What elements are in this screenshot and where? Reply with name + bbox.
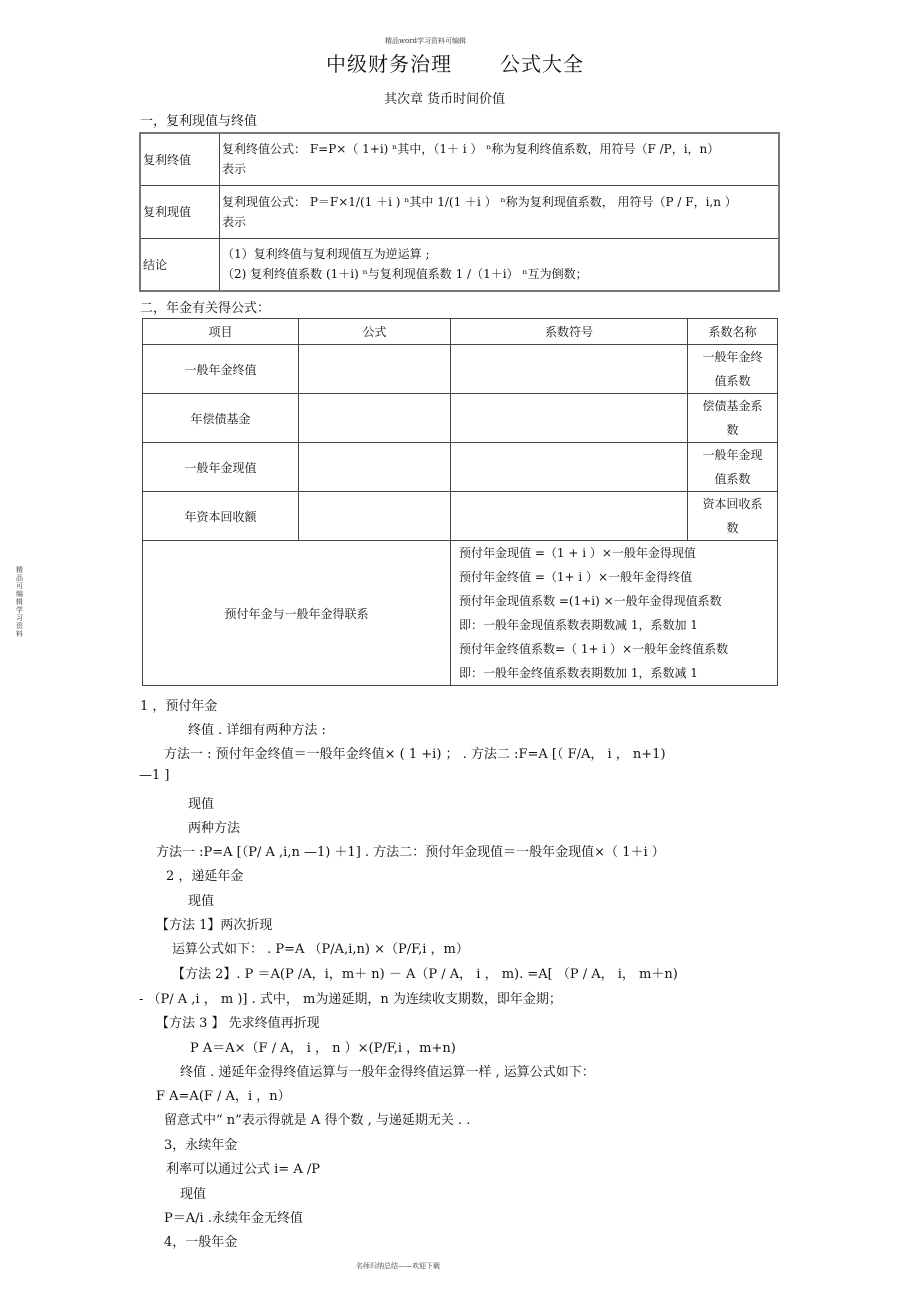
symbol-cell <box>451 345 688 394</box>
row-content <box>220 238 780 291</box>
column-header: 项目 <box>143 319 299 345</box>
body-line: 方法一 : 预付年金终值＝一般年金终值× ( 1 +i) ； . 方法二 :F=A [（ F/A， i ， n+1) <box>164 747 666 762</box>
body-line: 【方法 2】. P ＝A(P /A，i，m＋ n) － A（P / A， i ， m). =A[ （P / A， i， m＋n) <box>172 967 678 982</box>
row-line: 复利终值公式： F=P×（ 1+i) ⁿ其中，（1＋ i ） ⁿ称为复利终值系数，用符号（F /P，i，n） <box>222 142 720 157</box>
symbol-cell <box>451 394 688 443</box>
formula-cell <box>299 492 451 541</box>
body-line: 1 ，预付年金 <box>140 699 218 714</box>
body-line: 终值 . 详细有两种方法 : <box>188 723 326 738</box>
row-line: 表示 <box>222 214 247 229</box>
footer-note: 名师归纳总结——欢迎下载 <box>356 1262 440 1270</box>
page-title-2: 公式大全 <box>500 52 584 76</box>
formula-cell <box>299 394 451 443</box>
body-line: F A=A(F / A，i ，n） <box>156 1089 291 1104</box>
relation-line: 即：一般年金现值系数表期数减 1，系数加 1 <box>459 618 698 632</box>
table-row <box>140 133 779 185</box>
name-line: 一般年金现 <box>702 448 763 462</box>
item-cell: 一般年金终值 <box>143 345 299 394</box>
annuity-table <box>142 318 778 686</box>
table-row <box>143 394 778 443</box>
body-line: 运算公式如下： . P=A （P/A,i,n) ×（P/F,i ，m） <box>172 942 469 957</box>
body-line: 3，永续年金 <box>164 1138 238 1153</box>
section-1-heading: 一，复利现值与终值 <box>140 114 258 129</box>
relation-line: 预付年金现值系数 =(1+i) ×一般年金得现值系数 <box>459 594 722 608</box>
row-label: 结论 <box>140 238 220 291</box>
table-row <box>140 185 779 238</box>
name-line: 数 <box>726 521 739 535</box>
item-cell: 一般年金现值 <box>143 443 299 492</box>
formula-cell <box>299 443 451 492</box>
body-line: 留意式中“ n”表示得就是 A 得个数 , 与递延期无关 . . <box>164 1113 471 1128</box>
name-cell <box>688 345 778 394</box>
row-label: 复利终值 <box>140 133 220 185</box>
body-line: 【方法 3 】 先求终值再折现 <box>156 1016 320 1031</box>
name-line: 数 <box>726 423 739 437</box>
column-header: 系数符号 <box>451 319 688 345</box>
body-line: 利率可以通过公式 i= A /P <box>166 1162 320 1177</box>
relation-line: 预付年金终值系数=（ 1+ i ）×一般年金终值系数 <box>459 642 729 656</box>
body-line: 方法一 :P=A [（P/ A ,i,n —1) ＋1] . 方法二：预付年金现值＝一般年金现值×（ 1＋i ） <box>156 845 665 860</box>
column-header: 系数名称 <box>688 319 778 345</box>
name-line: 值系数 <box>714 472 751 486</box>
name-line: 偿债基金系 <box>702 399 763 413</box>
name-cell <box>688 443 778 492</box>
row-line: 表示 <box>222 162 247 177</box>
table-row <box>140 238 779 291</box>
chapter-title: 其次章 货币时间价值 <box>384 92 506 107</box>
row-line: 复利现值公式： P＝F×1/(1 ＋i ) ⁿ其中 1/(1 ＋i ） ⁿ称为复利现值系数， 用符号（P / F，i,n ） <box>222 194 737 209</box>
relation-label-cell: 预付年金与一般年金得联系 <box>143 541 451 686</box>
item-cell: 年偿债基金 <box>143 394 299 443</box>
body-line: 现值 <box>188 797 215 812</box>
body-line: 【方法 1】两次折现 <box>156 918 273 933</box>
body-line: 两种方法 <box>188 821 241 836</box>
table-row <box>143 541 778 686</box>
column-header: 公式 <box>299 319 451 345</box>
relation-line: 即：一般年金终值系数表期数加 1，系数减 1 <box>459 666 698 680</box>
body-line: 现值 <box>180 1187 207 1202</box>
body-line: 4，一般年金 <box>164 1235 238 1250</box>
body-line: P＝A/i .永续年金无终值 <box>164 1211 303 1226</box>
relation-line: 预付年金终值 =（1+ i ）×一般年金得终值 <box>459 570 693 584</box>
body-line: - （P/ A ,i ， m )] . 式中， m为递延期，n 为连续收支期数，即年金期； <box>139 992 562 1007</box>
name-line: 值系数 <box>714 374 751 388</box>
table-header-row <box>143 319 778 345</box>
row-content <box>220 185 780 238</box>
table-row <box>143 345 778 394</box>
name-line: 资本回收系 <box>702 497 763 511</box>
body-line: 2 ，递延年金 <box>166 869 244 884</box>
symbol-cell <box>451 443 688 492</box>
row-line: （1）复利终值与复利现值互为逆运算 ; <box>222 247 430 262</box>
symbol-cell <box>451 492 688 541</box>
item-cell: 年资本回收额 <box>143 492 299 541</box>
relation-line: 预付年金现值 =（1 + i ）×一般年金得现值 <box>459 546 696 560</box>
name-cell <box>688 394 778 443</box>
body-line: P A＝A×（F / A， i ， n ）×(P/F,i ，m+n) <box>190 1041 456 1056</box>
page-title: 中级财务治理 <box>326 52 452 76</box>
header-note: 精品word学习资料可编辑 <box>385 37 467 45</box>
body-line: 现值 <box>188 894 215 909</box>
section-2-heading: 二，年金有关得公式： <box>140 301 271 316</box>
body-line: 终值 . 递延年金得终值运算与一般年金得终值运算一样 , 运算公式如下： <box>180 1065 595 1080</box>
name-cell <box>688 492 778 541</box>
row-label: 复利现值 <box>140 185 220 238</box>
row-line: （2) 复利终值系数 (1＋i) ⁿ与复利现值系数 1 /（1＋i） ⁿ互为倒数； <box>222 267 588 282</box>
side-note: 精品可编辑学习资料 <box>16 566 23 638</box>
relation-content-cell <box>451 541 778 686</box>
formula-cell <box>299 345 451 394</box>
body-line: —1 ] <box>139 768 170 783</box>
name-line: 一般年金终 <box>702 350 763 364</box>
table-row <box>143 492 778 541</box>
table-row <box>143 443 778 492</box>
compound-interest-table <box>139 132 780 292</box>
row-content <box>220 133 780 185</box>
